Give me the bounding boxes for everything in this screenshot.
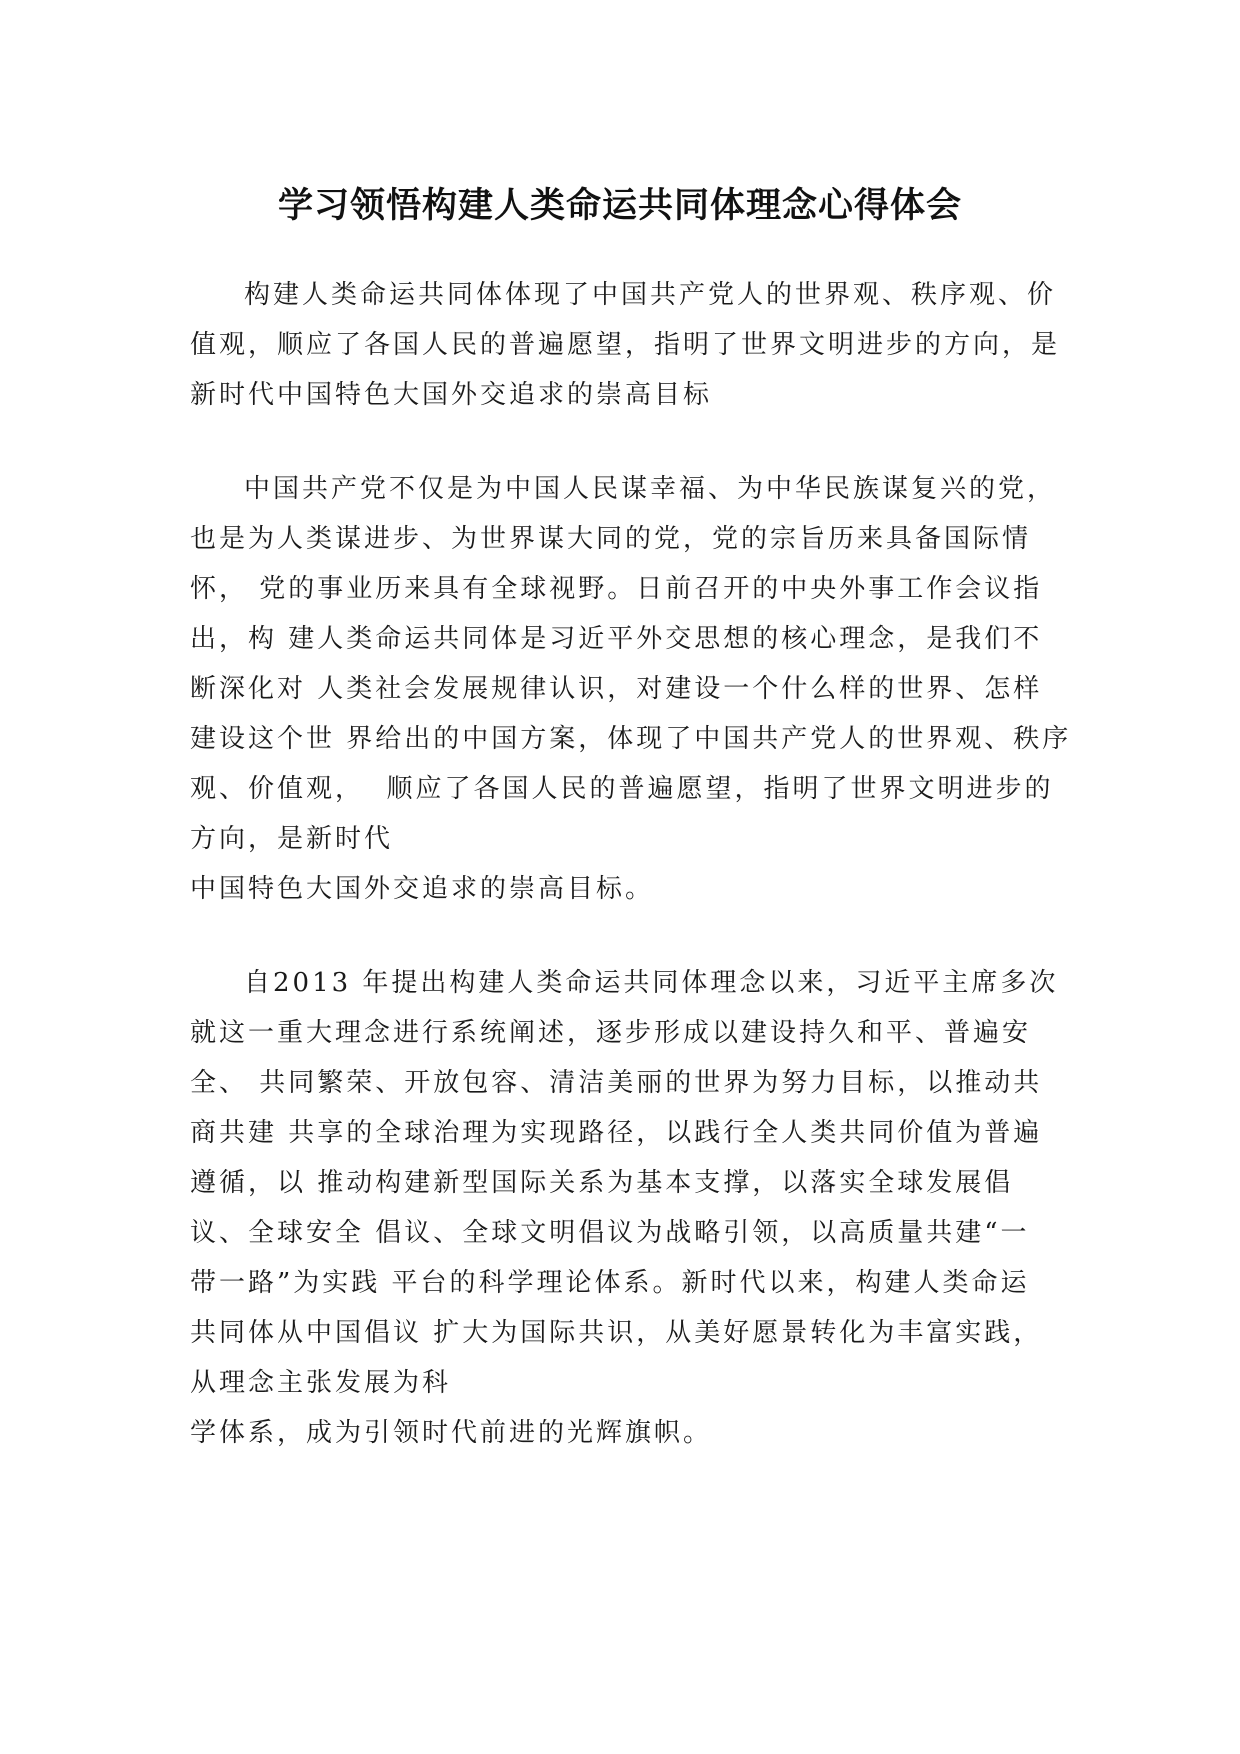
paragraph-line: 新时代中国特色大国外交追求的崇高目标	[190, 380, 713, 410]
document-body	[190, 270, 1070, 1458]
paragraph-line: 建设这个世 界给出的中国方案，体现了中国共产党人的世界观、秩序	[190, 724, 1072, 754]
paragraph-2	[190, 464, 1070, 914]
paragraph-3	[190, 958, 1070, 1458]
paragraph-line: 中国共产党不仅是为中国人民谋幸福、为中华民族谋复兴的党，	[244, 474, 1057, 504]
paragraph-1	[190, 270, 1070, 420]
paragraph-line: 学体系，成为引领时代前进的光辉旗帜。	[190, 1418, 713, 1448]
paragraph-line: 共同体从中国倡议 扩大为国际共识，从美好愿景转化为丰富实践，	[190, 1318, 1043, 1348]
paragraph-line: 中国特色大国外交追求的崇高目标。	[190, 874, 655, 904]
paragraph-line: 方向，是新时代	[190, 824, 394, 854]
paragraph-line: 就这一重大理念进行系统阐述，逐步形成以建设持久和平、普遍安	[190, 1018, 1032, 1048]
paragraph-gap	[190, 420, 1070, 464]
paragraph-line: 断深化对 人类社会发展规律认识，对建设一个什么样的世界、怎样	[190, 674, 1043, 704]
paragraph-line: 从理念主张发展为科	[190, 1368, 452, 1398]
paragraph-line: 出，构 建人类命运共同体是习近平外交思想的核心理念，是我们不	[190, 624, 1043, 654]
paragraph-line: 观、价值观， 顺应了各国人民的普遍愿望，指明了世界文明进步的	[190, 774, 1054, 804]
document-title: 学习领悟构建人类命运共同体理念心得体会	[277, 186, 962, 226]
paragraph-line: 自2013 年提出构建人类命运共同体理念以来，习近平主席多次	[244, 968, 1059, 998]
paragraph-line: 遵循，以 推动构建新型国际关系为基本支撑，以落实全球发展倡	[190, 1168, 1014, 1198]
paragraph-line: 值观，顺应了各国人民的普遍愿望，指明了世界文明进步的方向，是	[190, 330, 1061, 360]
paragraph-line: 商共建 共享的全球治理为实现路径，以践行全人类共同价值为普遍	[190, 1118, 1043, 1148]
paragraph-line: 构建人类命运共同体体现了中国共产党人的世界观、秩序观、价	[244, 280, 1057, 310]
paragraph-line: 怀， 党的事业历来具有全球视野。日前召开的中央外事工作会议指	[190, 574, 1043, 604]
paragraph-line: 全、 共同繁荣、开放包容、清洁美丽的世界为努力目标，以推动共	[190, 1068, 1043, 1098]
paragraph-line: 带一路”为实践 平台的科学理论体系。新时代以来，构建人类命运	[190, 1268, 1030, 1298]
paragraph-line: 也是为人类谋进步、为世界谋大同的党，党的宗旨历来具备国际情	[190, 524, 1032, 554]
paragraph-line: 议、全球安全 倡议、全球文明倡议为战略引领，以高质量共建“一	[190, 1218, 1030, 1248]
paragraph-gap	[190, 914, 1070, 958]
